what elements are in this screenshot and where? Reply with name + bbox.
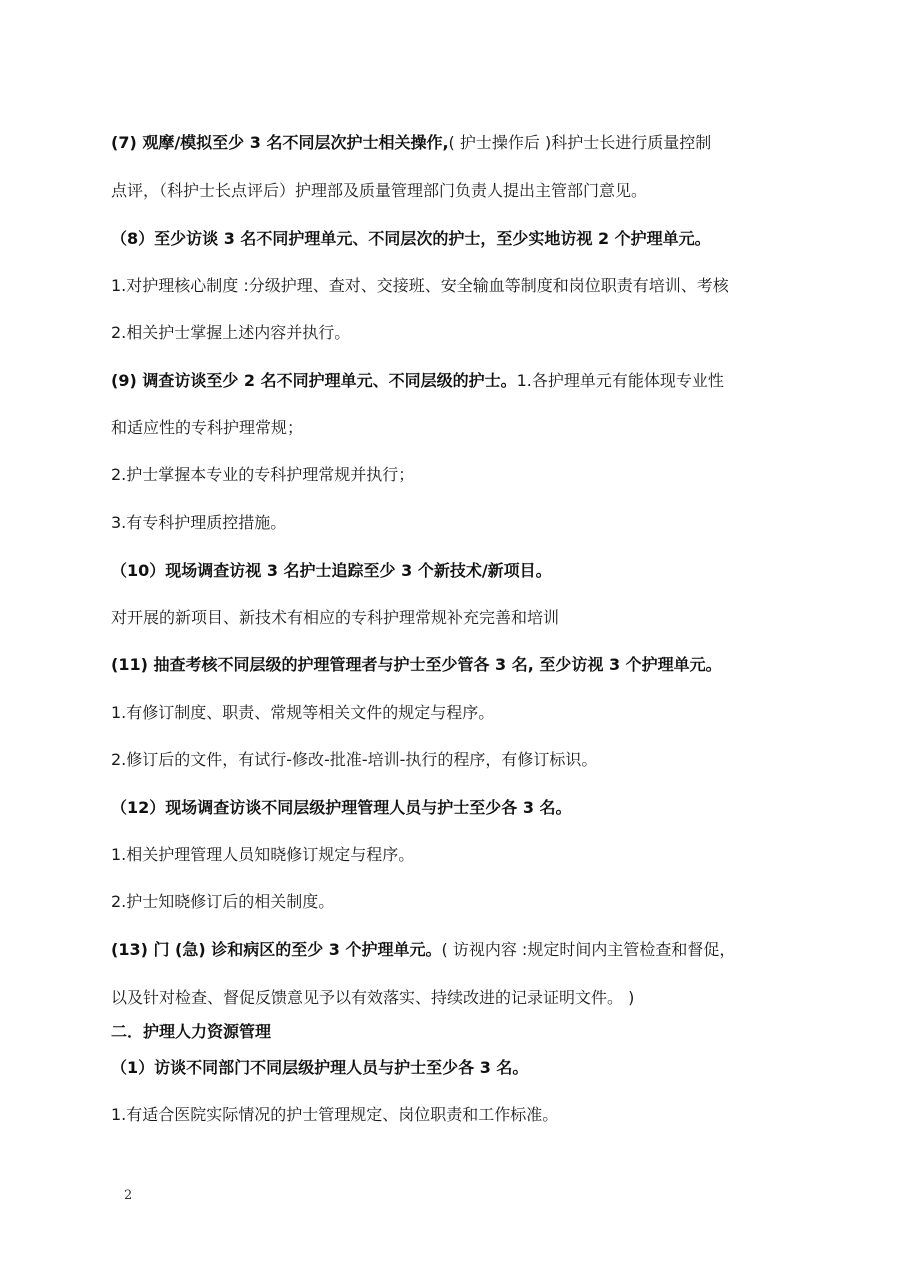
- text-line-12-item1: [111, 844, 414, 866]
- heading-8: （8）至少访谈 3 名不同护理单元、不同层次的护士，至少实地访视 2 个护理单元。: [111, 229, 711, 248]
- line-text: 3.有专科护理质控措施。: [111, 513, 287, 532]
- heading-10: （10）现场调查访视 3 名护士追踪至少 3 个新技术/新项目。: [111, 561, 552, 580]
- text-line-8-heading: [111, 228, 711, 250]
- text-line-11-item1: [111, 702, 494, 724]
- heading-9: (9) 调查访谈至少 2 名不同护理单元、不同层级的护士。: [111, 371, 517, 390]
- heading-13: (13) 门 (急) 诊和病区的至少 3 个护理单元。: [111, 940, 442, 959]
- line-text: 2.相关护士掌握上述内容并执行。: [111, 323, 351, 342]
- line-text: 2.护士掌握本专业的专科护理常规并执行；: [111, 465, 415, 484]
- line-text: 1.各护理单元有能体现专业性: [516, 371, 724, 390]
- text-line-s2-1-heading: [111, 1057, 528, 1079]
- heading-12: （12）现场调查访谈不同层级护理管理人员与护士至少各 3 名。: [111, 798, 572, 817]
- line-text: 1.对护理核心制度 :分级护理、查对、交接班、安全输血等制度和岗位职责有培训、考核: [111, 276, 729, 295]
- text-line-11-item2: [111, 749, 597, 771]
- line-text: 1.相关护理管理人员知晓修订规定与程序。: [111, 845, 415, 864]
- text-line-12-heading: [111, 797, 572, 819]
- text-line-11-heading: [111, 654, 722, 676]
- text-line-s2-1-item1: [111, 1104, 558, 1126]
- page-number: 2: [124, 1188, 133, 1203]
- heading-7: (7) 观摩/模拟至少 3 名不同层次护士相关操作,: [111, 133, 449, 152]
- line-text: ( 访视内容 :规定时间内主管检查和督促，: [441, 940, 736, 959]
- text-line-7-cont: [111, 180, 647, 202]
- line-text: 点评，（科护士长点评后）护理部及质量管理部门负责人提出主管部门意见。: [111, 181, 648, 200]
- line-text: ( 护士操作后 )科护士长进行质量控制: [448, 133, 712, 152]
- text-line-9-item2: [111, 464, 414, 486]
- heading-s2-1: （1）访谈不同部门不同层级护理人员与护士至少各 3 名。: [111, 1058, 529, 1077]
- text-line-10-heading: [111, 560, 552, 582]
- text-line-9-item3: [111, 512, 286, 534]
- text-line-8-item1: [111, 275, 729, 297]
- text-line-9-heading: [111, 370, 724, 392]
- line-text: 2.修订后的文件，有试行-修改-批准-培训-执行的程序，有修订标识。: [111, 750, 598, 769]
- text-line-8-item2: [111, 322, 350, 344]
- text-line-12-item2: [111, 891, 334, 913]
- heading-11: (11) 抽查考核不同层级的护理管理者与护士至少管各 3 名, 至少访视 3 个护理单元。: [111, 655, 722, 674]
- text-line-10-item: [111, 607, 559, 629]
- line-text: 对开展的新项目、新技术有相应的专科护理常规补充完善和培训: [111, 608, 560, 627]
- line-text: 以及针对检查、督促反馈意见予以有效落实、持续改进的记录证明文件。 ): [111, 988, 635, 1007]
- line-text: 和适应性的专科护理常规；: [111, 418, 304, 437]
- text-line-9-cont: [111, 417, 303, 439]
- section-title: 二．护理人力资源管理: [111, 1022, 272, 1041]
- section-heading-2: [111, 1021, 271, 1043]
- text-line-7-heading: [111, 132, 711, 154]
- text-line-13-heading: [111, 939, 735, 961]
- text-line-13-cont: [111, 987, 634, 1009]
- line-text: 2.护士知晓修订后的相关制度。: [111, 892, 335, 911]
- line-text: 1.有修订制度、职责、常规等相关文件的规定与程序。: [111, 703, 495, 722]
- line-text: 1.有适合医院实际情况的护士管理规定、岗位职责和工作标准。: [111, 1105, 559, 1124]
